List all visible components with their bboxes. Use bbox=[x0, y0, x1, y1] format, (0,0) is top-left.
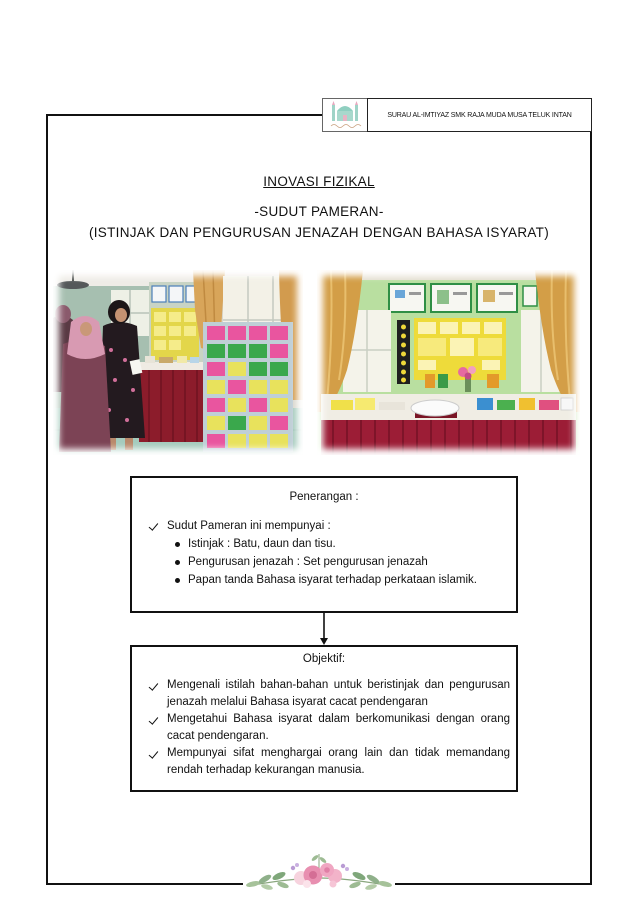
list-item-text: Istinjak : Batu, daun dan tisu. bbox=[188, 538, 336, 550]
objektif-box bbox=[130, 645, 518, 792]
list-item bbox=[132, 553, 516, 571]
list-item bbox=[132, 571, 516, 589]
page-title bbox=[46, 174, 592, 190]
page-title-text: INOVASI FIZIKAL bbox=[263, 174, 375, 189]
penerangan-box bbox=[130, 476, 518, 613]
objective-text: Mengetahui Bahasa isyarat dalam berkomunikasi dengan orang cacat pendengaran. bbox=[167, 713, 510, 742]
objektif-heading: Objektif: bbox=[302, 653, 346, 665]
floral-decoration-icon bbox=[243, 848, 395, 900]
bullet-icon bbox=[175, 560, 180, 565]
check-icon bbox=[149, 715, 158, 725]
penerangan-intro bbox=[132, 517, 516, 535]
objektif-list bbox=[132, 677, 516, 779]
list-item-text: Pengurusan jenazah : Set pengurusan jenazah bbox=[188, 556, 428, 568]
list-item-text: Papan tanda Bahasa isyarat terhadap perkataan islamik. bbox=[188, 574, 477, 586]
objective-text: Mempunyai sifat menghargai orang lain dan tidak memandang rendah terhadap kekurangan manusia. bbox=[167, 747, 510, 776]
exhibition-photo-left bbox=[53, 270, 303, 455]
page-subtitle: -SUDUT PAMERAN- bbox=[254, 204, 384, 219]
header-box bbox=[367, 98, 592, 132]
bullet-icon bbox=[175, 542, 180, 547]
objective-item bbox=[132, 677, 516, 711]
objective-item bbox=[132, 711, 516, 745]
penerangan-intro-text: Sudut Pameran ini mempunyai : bbox=[167, 520, 331, 532]
page-description: (ISTINJAK DAN PENGURUSAN JENAZAH DENGAN BAHASA ISYARAT) bbox=[88, 225, 550, 240]
header-title: SURAU AL-IMTIYAZ SMK RAJA MUDA MUSA TELUK INTAN bbox=[387, 111, 572, 119]
logo-box bbox=[322, 98, 368, 132]
photo-fade bbox=[53, 270, 303, 455]
penerangan-heading: Penerangan : bbox=[289, 491, 359, 503]
list-item bbox=[132, 535, 516, 553]
penerangan-list bbox=[132, 517, 516, 589]
arrow-down-icon bbox=[318, 611, 330, 646]
mosque-logo-icon bbox=[323, 99, 367, 131]
objective-text: Mengenali istilah bahan-bahan untuk beristinjak dan pengurusan jenazah melalui Bahasa isyarat cacat pendengaran bbox=[167, 679, 510, 708]
check-icon bbox=[149, 681, 158, 691]
exhibition-photo-right bbox=[317, 270, 580, 455]
check-icon bbox=[149, 749, 158, 759]
photo-fade bbox=[317, 270, 580, 455]
objective-item bbox=[132, 745, 516, 779]
bullet-icon bbox=[175, 578, 180, 583]
check-icon bbox=[149, 521, 158, 531]
